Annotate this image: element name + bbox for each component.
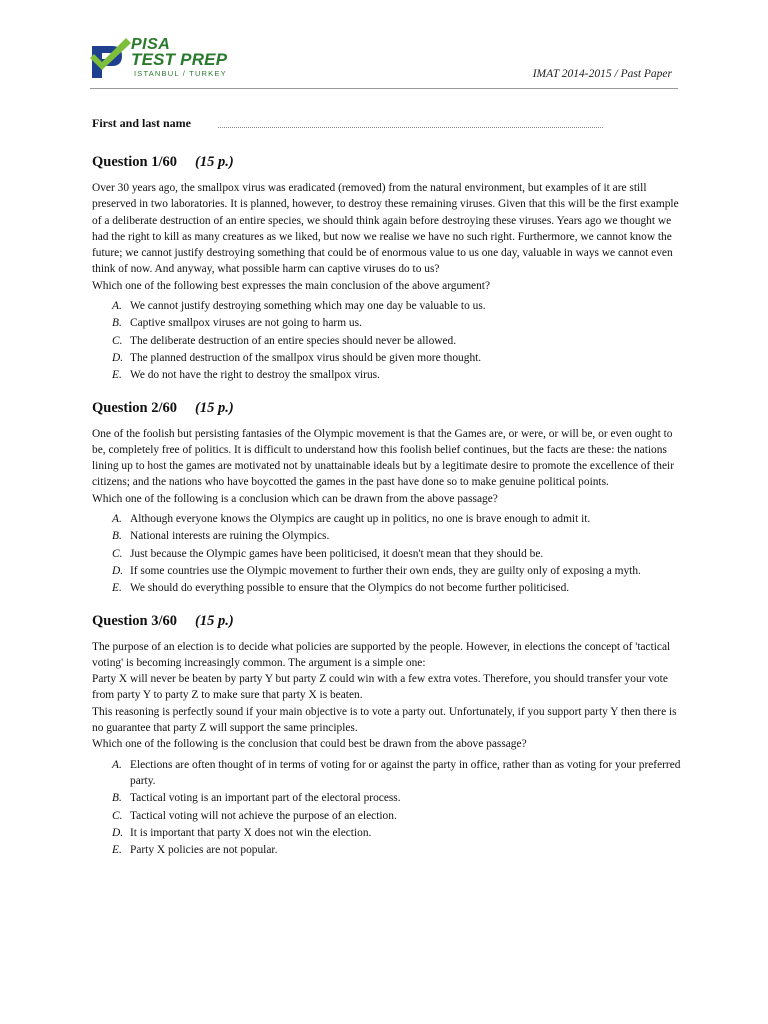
question-prompt: Which one of the following is a conclusion which can be drawn from the above passage? xyxy=(92,492,498,505)
option-text: If some countries use the Olympic movement to further their own ends, they are guilty only of exposing a myth. xyxy=(130,564,641,577)
pisa-test-prep-logo xyxy=(90,36,240,82)
answer-option[interactable] xyxy=(92,350,682,366)
option-letter: E. xyxy=(112,369,122,382)
answer-option[interactable] xyxy=(92,825,682,841)
option-text: Party X policies are not popular. xyxy=(130,844,278,857)
option-text: It is important that party X does not win the election. xyxy=(130,826,372,839)
option-text: Elections are often thought of in terms of voting for or against the party in office, rather than as voting for your preferred party. xyxy=(130,758,681,787)
question-block xyxy=(92,613,682,859)
question-title xyxy=(92,154,682,171)
questions-container xyxy=(92,154,682,874)
answer-options xyxy=(92,757,682,859)
option-text: We should do everything possible to ensure that the Olympics do not become further politicised. xyxy=(130,582,570,595)
answer-option[interactable] xyxy=(92,367,682,383)
option-letter: D. xyxy=(112,564,124,577)
answer-option[interactable] xyxy=(92,808,682,824)
question-passage: Over 30 years ago, the smallpox virus was eradicated (removed) from the natural environment, but examples of it are still preserved in two laboratories. It is planned, however, to destroy these remaining viruses. Given that this will be the first example of a deliberate destruction of an entire species, we should think again before destroying these viruses. Years ago we thought we had the right to kill as many creatures as we liked, but now we realise we have no such right. Furthermore, we cannot know the future; we cannot justify destroying something that could be of enormous value to us one day, valuable in ways we cannot even think of now. And anyway, what possible harm can captive viruses do to us? xyxy=(92,182,679,276)
option-letter: E. xyxy=(112,582,122,595)
option-letter: C. xyxy=(112,809,123,822)
option-text: Although everyone knows the Olympics are caught up in politics, no one is brave enough to admit it. xyxy=(130,513,591,526)
question-title xyxy=(92,613,682,630)
answer-option[interactable] xyxy=(92,546,682,562)
option-letter: D. xyxy=(112,351,124,364)
answer-option[interactable] xyxy=(92,563,682,579)
option-text: Captive smallpox viruses are not going to harm us. xyxy=(130,317,362,330)
question-title xyxy=(92,400,682,417)
option-letter: A. xyxy=(112,300,122,313)
answer-option[interactable] xyxy=(92,580,682,596)
answer-option[interactable] xyxy=(92,757,682,790)
option-text: The deliberate destruction of an entire species should never be allowed. xyxy=(130,334,457,347)
answer-option[interactable] xyxy=(92,790,682,806)
answer-options xyxy=(92,298,682,383)
question-prompt: Which one of the following is the conclusion that could best be drawn from the above passage? xyxy=(92,738,527,751)
paper-label: IMAT 2014-2015 / Past Paper xyxy=(532,68,672,80)
option-text: We do not have the right to destroy the smallpox virus. xyxy=(130,369,380,382)
question-passage: One of the foolish but persisting fantasies of the Olympic movement is that the Games are, or were, or will be, or even ought to be, completely free of politics. It is difficult to understand how this foolish belief continues, but the facts are these: the nations lining up to host the games are motivated not by unattainable ideals but by a legitimate desire to promote the excellence of their citizens; and the nations who have boycotted the games in the past have done so to make genuine political points. xyxy=(92,427,675,489)
name-field-line[interactable] xyxy=(218,127,603,128)
logo-text-test-prep: TEST PREP xyxy=(131,50,228,69)
question-block xyxy=(92,154,682,384)
answer-option[interactable] xyxy=(92,842,682,858)
question-number: Question 1/60 xyxy=(92,154,177,170)
option-text: National interests are ruining the Olympics. xyxy=(130,530,330,543)
answer-options xyxy=(92,511,682,596)
logo-text-location: ISTANBUL / TURKEY xyxy=(134,69,227,78)
name-field-label: First and last name xyxy=(92,116,191,130)
option-letter: B. xyxy=(112,317,122,330)
question-passage: This reasoning is perfectly sound if your main objective is to vote a party out. Unfortunately, if you support party Y then there is no guarantee that party Z will support the same principles. xyxy=(92,705,677,735)
option-letter: D. xyxy=(112,826,124,839)
question-passage: Party X will never be beaten by party Y but party Z could win with a few extra votes. Therefore, you should transfer your vote from party Y to party Z to make sure that party X is beaten. xyxy=(92,673,668,702)
question-number: Question 2/60 xyxy=(92,399,177,416)
option-text: Tactical voting is an important part of the electoral process. xyxy=(130,792,401,805)
option-letter: B. xyxy=(112,530,122,543)
option-text: Just because the Olympic games have been politicised, it doesn't mean that they should be. xyxy=(130,547,544,560)
option-text: We cannot justify destroying something which may one day be valuable to us. xyxy=(130,300,486,313)
answer-option[interactable] xyxy=(92,511,682,527)
question-points: (15 p.) xyxy=(195,612,234,629)
question-points: (15 p.) xyxy=(195,154,234,170)
answer-option[interactable] xyxy=(92,333,682,349)
option-letter: A. xyxy=(112,513,122,526)
check-p-logo-icon xyxy=(90,36,132,80)
question-prompt: Which one of the following best expresses the main conclusion of the above argument? xyxy=(92,279,491,292)
question-passage: The purpose of an election is to decide what policies are supported by the people. However, in elections the concept of 'tactical voting' is becoming increasingly common. The argument is a simple one: xyxy=(92,640,671,669)
answer-option[interactable] xyxy=(92,528,682,544)
answer-option[interactable] xyxy=(92,298,682,314)
option-letter: C. xyxy=(112,334,123,347)
option-text: Tactical voting will not achieve the purpose of an election. xyxy=(130,809,397,822)
logo-text-pisa: PISA xyxy=(131,36,171,53)
option-letter: A. xyxy=(112,758,122,771)
header-divider xyxy=(90,88,678,89)
option-text: The planned destruction of the smallpox virus should be given more thought. xyxy=(130,351,482,364)
option-letter: C. xyxy=(112,547,123,560)
option-letter: B. xyxy=(112,792,122,805)
question-block xyxy=(92,400,682,597)
answer-option[interactable] xyxy=(92,315,682,331)
question-points: (15 p.) xyxy=(195,399,234,416)
option-letter: E. xyxy=(112,844,122,857)
question-number: Question 3/60 xyxy=(92,612,177,629)
name-field[interactable] xyxy=(92,114,612,132)
